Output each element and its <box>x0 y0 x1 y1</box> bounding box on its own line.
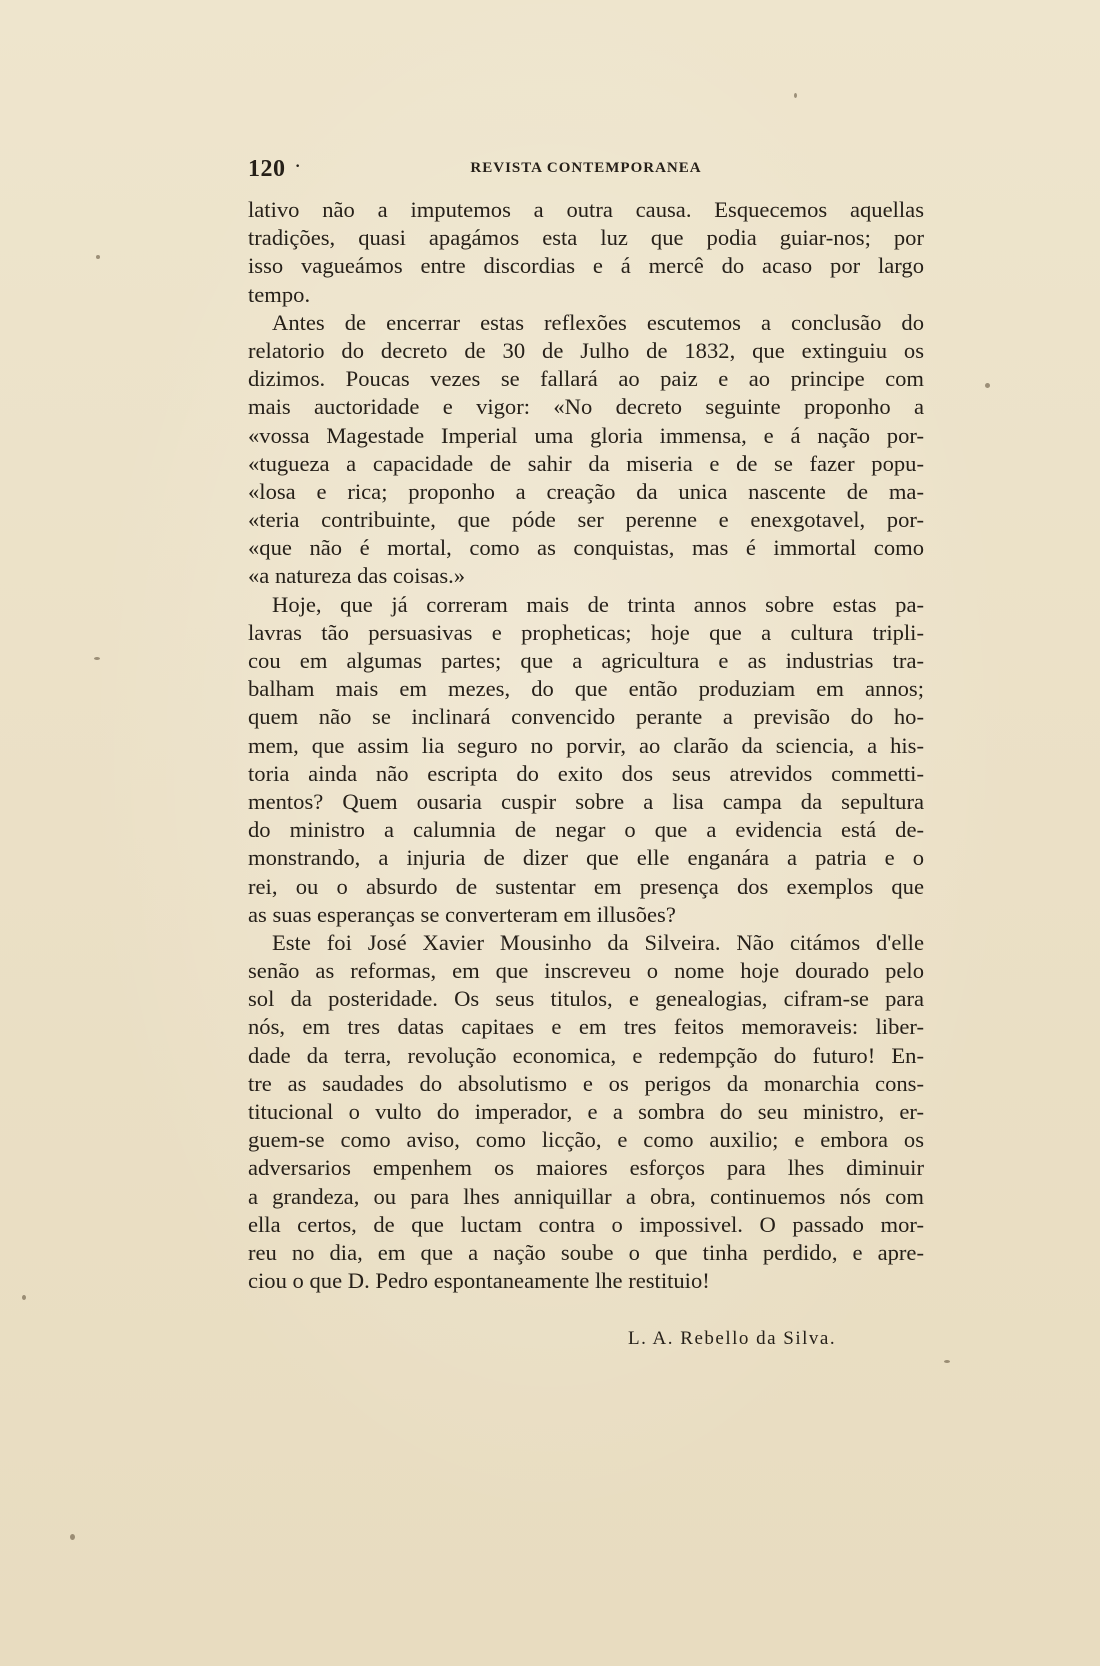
text-line: mentos? Quem ousaria cuspir sobre a lisa campa da sepultura <box>248 788 924 814</box>
running-head <box>248 156 924 186</box>
text-line: lativo não a imputemos a outra causa. Esquecemos aquellas <box>248 197 924 222</box>
text-line: «vossa Magestade Imperial uma gloria immensa, e á nação por- <box>248 422 924 448</box>
paper-speck <box>794 93 797 98</box>
header-separator: · <box>295 158 301 175</box>
text-line: «teria contribuinte, que póde ser perenne e enexgotavel, por- <box>248 507 924 533</box>
text-line: «que não é mortal, como as conquistas, mas é immortal como <box>248 535 924 561</box>
text-line: titucional o vulto do imperador, e a sombra do seu ministro, er- <box>248 1099 924 1124</box>
text-line: isso vagueámos entre discordias e á mercê do acaso por largo <box>248 253 924 279</box>
text-line: «losa e rica; proponho a creação da unica nascente de ma- <box>248 478 924 504</box>
text-line: dizimos. Poucas vezes se fallará ao paiz e ao principe com <box>248 366 924 392</box>
text-line: toria ainda não escripta do exito dos seus atrevidos commetti- <box>248 760 924 786</box>
text-line: tempo. <box>248 281 311 307</box>
text-line: ella certos, de que luctam contra o impossivel. O passado mor- <box>248 1211 924 1237</box>
paragraph-start-line: Hoje, que já correram mais de trinta annos sobre estas pa- <box>272 591 924 617</box>
text-line: a grandeza, ou para lhes anniquillar a obra, continuemos nós com <box>248 1183 924 1209</box>
text-line: sol da posteridade. Os seus titulos, e genealogias, cifram-se para <box>248 986 924 1012</box>
text-line: reu no dia, em que a nação soube o que tinha perdido, e apre- <box>248 1239 924 1265</box>
text-line: adversarios empenhem os maiores esforços para lhes diminuir <box>248 1155 924 1181</box>
paragraph-start-line: Este foi José Xavier Mousinho da Silveira. Não citámos d'elle <box>272 929 924 955</box>
text-line: lavras tão persuasivas e propheticas; hoje que a cultura tripli- <box>248 619 924 645</box>
page-number: 120 <box>248 156 286 182</box>
text-line: nós, em tres datas capitaes e em tres feitos memoraveis: liber- <box>248 1014 924 1040</box>
paper-speck <box>94 657 100 660</box>
text-line: balham mais em mezes, do que então produziam em annos; <box>248 676 924 702</box>
paper-speck <box>985 383 990 388</box>
paper-speck <box>96 255 100 259</box>
text-line: rei, ou o absurdo de sustentar em presença dos exemplos que <box>248 873 924 899</box>
text-line: guem-se como aviso, como licção, e como auxilio; e embora os <box>248 1127 924 1153</box>
text-line: monstrando, a injuria de dizer que elle enganára a patria e o <box>248 845 924 871</box>
text-line: «a natureza das coisas.» <box>248 563 466 589</box>
text-line: relatorio do decreto de 30 de Julho de 1832, que extinguiu os <box>248 337 924 363</box>
paragraph-start-line: Antes de encerrar estas reflexões escutemos a conclusão do <box>272 309 924 335</box>
text-line: do ministro a calumnia de negar o que a evidencia está de- <box>248 817 924 843</box>
paper-speck <box>22 1295 26 1300</box>
text-line: cou em algumas partes; que a agricultura e as industrias tra- <box>248 648 924 673</box>
text-line: senão as reformas, em que inscreveu o nome hoje dourado pelo <box>248 958 924 984</box>
paper-speck <box>70 1534 75 1540</box>
text-line: ciou o que D. Pedro espontaneamente lhe restituio! <box>248 1268 710 1294</box>
paper-speck <box>944 1360 950 1363</box>
text-line: tre as saudades do absolutismo e os perigos da monarchia cons- <box>248 1070 924 1096</box>
text-line: as suas esperanças se converteram em illusões? <box>248 901 676 927</box>
text-line: dade da terra, revolução economica, e redempção do futuro! En- <box>248 1042 924 1068</box>
text-line: «tugueza a capacidade de sahir da miseria e de se fazer popu- <box>248 450 924 476</box>
journal-title: REVISTA CONTEMPORANEA <box>470 160 702 176</box>
text-line: mem, que assim lia seguro no porvir, ao clarão da sciencia, a his- <box>248 732 924 758</box>
text-line: mais auctoridade e vigor: «No decreto seguinte proponho a <box>248 394 924 420</box>
author-signature: L. A. Rebello da Silva. <box>628 1328 837 1349</box>
body-text <box>248 196 924 1295</box>
text-line: tradições, quasi apagámos esta luz que podia guiar-nos; por <box>248 225 924 251</box>
text-line: quem não se inclinará convencido perante a previsão do ho- <box>248 704 924 730</box>
